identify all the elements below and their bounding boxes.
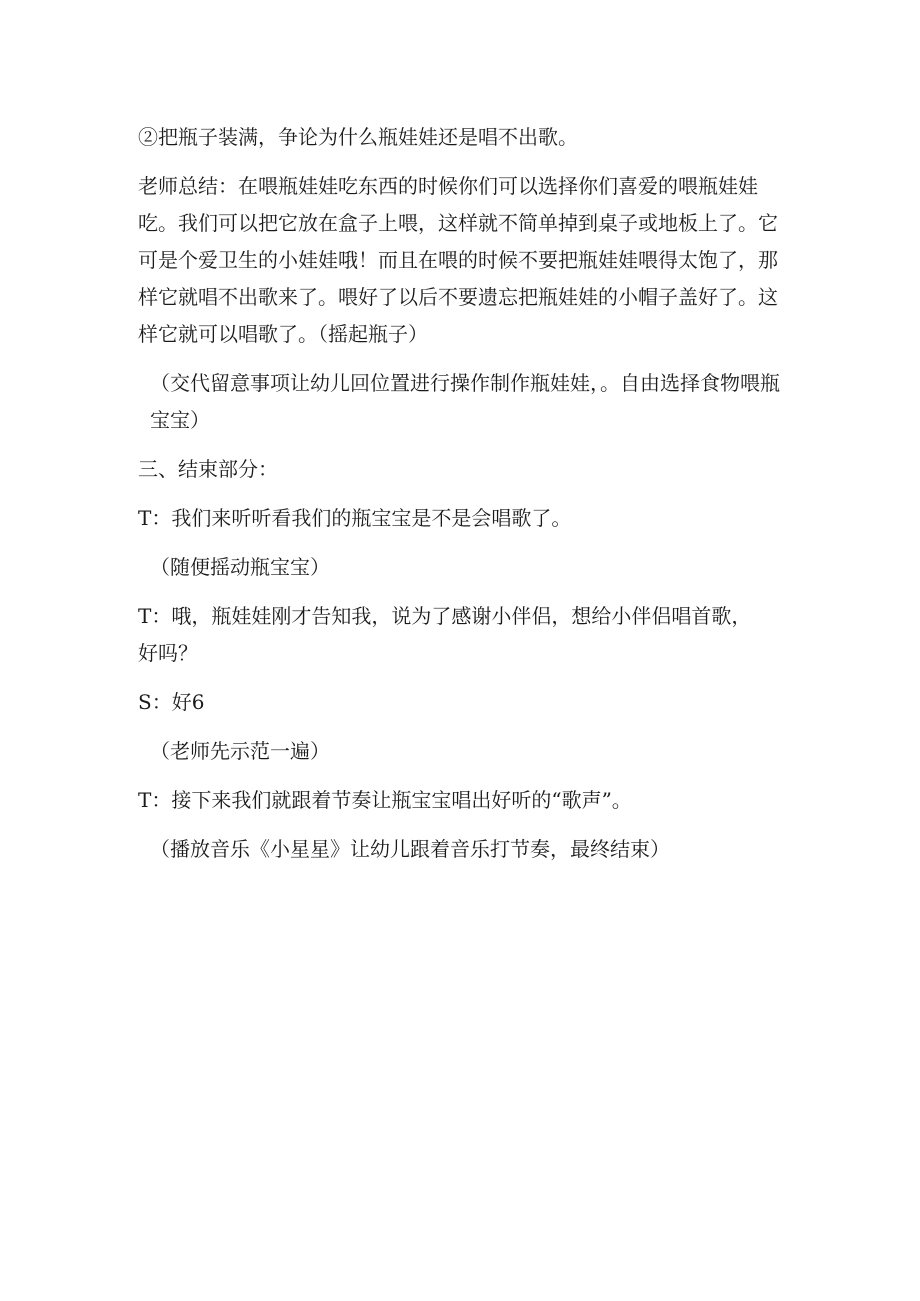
section-heading-ending: 三、结束部分： <box>138 457 278 481</box>
paragraph-teacher-summary: 老师总结：在喂瓶娃娃吃东西的时候你们可以选择你们喜爱的喂瓶娃娃吃。我们可以把它放在盒子上喂，这样就不简单掉到桌子或地板上了。它可是个爱卫生的小娃娃哦！而且在喂的时候不要把瓶娃娃喂得太饱了，那样它就唱不出歌来了。喂好了以后不要遗忘把瓶娃娃的小帽子盖好了。这样它就可以唱歌了。（摇起瓶子） <box>138 174 778 346</box>
paragraph-student-reply: S：好6 <box>138 690 205 714</box>
paragraph-stage-direction-music: （播放音乐《小星星》让幼儿跟着音乐打节奏，最终结束） <box>150 837 670 861</box>
paragraph-bottle-fill: ②把瓶子装满，争论为什么瓶娃娃还是唱不出歌。 <box>138 125 578 149</box>
paragraph-teacher-line-1: T：我们来听听看我们的瓶宝宝是不是会唱歌了。 <box>138 506 572 530</box>
paragraph-instructions: （交代留意事项让幼儿回位置进行操作制作瓶娃娃，。自由选择食物喂瓶宝宝） <box>150 371 780 432</box>
paragraph-stage-direction-demo: （老师先示范一遍） <box>150 739 330 763</box>
paragraph-teacher-line-3: T：接下来我们就跟着节奏让瓶宝宝唱出好听的“歌声”。 <box>138 788 632 812</box>
document-body <box>138 119 788 868</box>
paragraph-teacher-line-2: T：哦，瓶娃娃刚才告知我，说为了感谢小伴侣，想给小伴侣唱首歌，好吗？ <box>138 604 752 665</box>
paragraph-stage-direction-shake: （随便摇动瓶宝宝） <box>150 555 330 579</box>
